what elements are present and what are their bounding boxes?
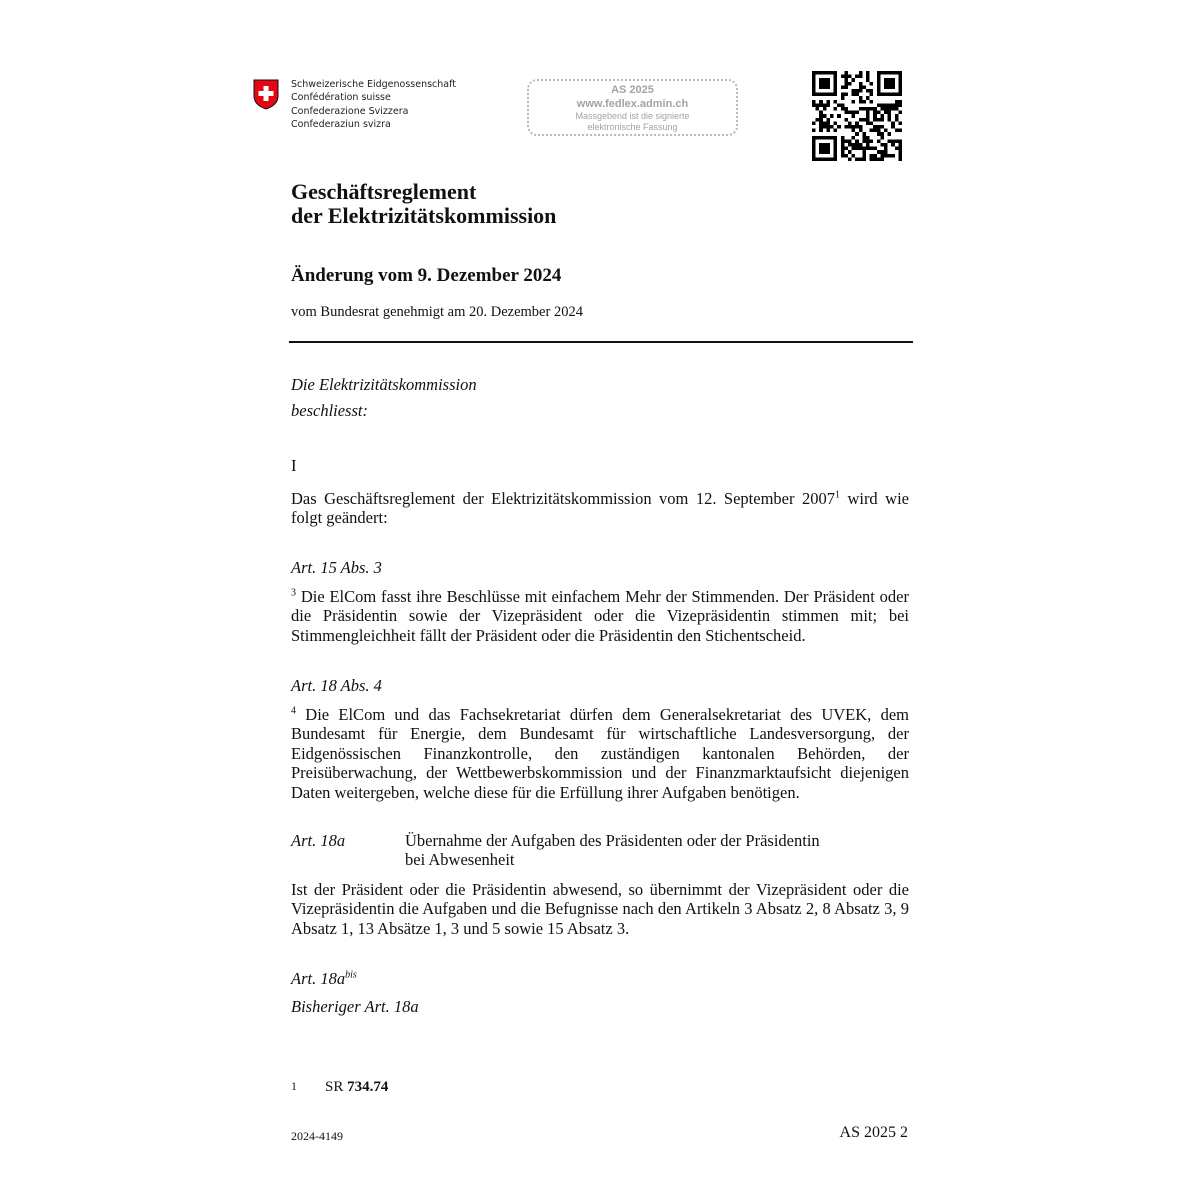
confederation-name-fr: Confédération suisse: [291, 92, 391, 104]
stamp-line-4: elektronische Fassung: [587, 122, 678, 132]
title-line-2: der Elektrizitätskommission: [291, 203, 557, 228]
document-number: 2024-4149: [291, 1129, 343, 1143]
intro-text-before: Das Geschäftsreglement der Elektrizitätskommission vom 12. September 2007: [291, 489, 835, 508]
footnote-reference[interactable]: 1: [834, 489, 840, 501]
art18a-title-line-1: Übernahme der Aufgaben des Präsidenten oder der Präsidentin: [405, 831, 820, 850]
art18a-paragraph: Ist der Präsident oder die Präsidentin abwesend, so übernimmt der Vizepräsident oder die Vizepräsidentin die Aufgaben und die Befugnisse nach den Artikeln 3 Absatz 2, 8 Absatz 3, 9 Absatz 1, 13 Absätze 1, 3 und 5 sowie 15 Absatz 3.: [291, 880, 909, 938]
art18-text: Die ElCom und das Fachsekretariat dürfen dem Generalsekretariat des UVEK, dem Bundesamt für Energie, dem Bundesamt für wirtschaftliche Landesversorgung, der Eidgenössischen Finanzkontrolle, den zuständigen kantonalen Behörden, der Preisüberwachung, der Wettbewerbskommission und der Finanzmarktaufsicht diejenigen Daten weitergeben, welche diese für die Erfüllung ihrer Aufgaben benötigen.: [291, 705, 909, 802]
approval-note: vom Bundesrat genehmigt am 20. Dezember 2024: [291, 304, 583, 320]
section-numeral: I: [291, 456, 297, 475]
preamble-line-1: Die Elektrizitätskommission: [291, 375, 477, 394]
art18a-title: [405, 831, 885, 870]
art18abis-label: Art. 18a: [291, 969, 346, 988]
confederation-name-block: [291, 78, 456, 131]
confederation-name-de: Schweizerische Eidgenossenschaft: [291, 79, 457, 90]
art15-paragraph: [291, 587, 909, 645]
intro-text-after: wird wie folgt geändert:: [291, 489, 909, 528]
header-divider: [289, 341, 913, 343]
art18abis-suffix: bis: [345, 969, 357, 981]
art18-paragraph: [291, 705, 909, 802]
art15-heading: Art. 15 Abs. 3: [291, 558, 382, 577]
art18-heading: Art. 18 Abs. 4: [291, 676, 382, 695]
preamble-line-2: beschliesst:: [291, 401, 368, 420]
amendment-heading: Änderung vom 9. Dezember 2024: [291, 265, 562, 286]
document-title: [291, 180, 556, 228]
stamp-line-3: Massgebend ist die signierte: [575, 111, 690, 121]
page-reference: AS 2025 2: [839, 1124, 908, 1141]
art15-paragraph-number: 3: [291, 587, 296, 599]
art15-text: Die ElCom fasst ihre Beschlüsse mit einfachem Mehr der Stimmenden. Der Präsident oder die Präsidentin sowie der Vizepräsident oder die Vizepräsidentin stimmen mit; bei Stimmengleichheit fällt der Präsident oder die Präsidentin den Stichentscheid.: [291, 587, 909, 645]
title-line-1: Geschäftsreglement: [291, 179, 477, 204]
art18abis-heading: [291, 969, 357, 988]
footnote-number: 1: [291, 1079, 297, 1093]
footnote-sr-reference[interactable]: 734.74: [347, 1079, 389, 1095]
swiss-coat-of-arms-icon: [253, 79, 279, 110]
qr-code-icon: [812, 71, 902, 161]
art18abis-note: Bisheriger Art. 18a: [291, 997, 419, 1016]
confederation-name-it: Confederazione Svizzera: [291, 105, 409, 117]
stamp-line-2: www.fedlex.admin.ch: [576, 98, 689, 110]
art18a-label: Art. 18a: [291, 831, 346, 850]
footnote-prefix: SR: [325, 1079, 348, 1095]
footnote-text: [325, 1079, 388, 1096]
preamble: [291, 372, 477, 424]
confederation-name-rm: Confederaziun svizra: [291, 118, 391, 130]
art18a-title-line-2: bei Abwesenheit: [405, 850, 515, 870]
official-publication-stamp: [527, 79, 738, 136]
stamp-line-1: AS 2025: [611, 84, 654, 96]
intro-paragraph: [291, 489, 909, 528]
art18-paragraph-number: 4: [291, 705, 296, 717]
